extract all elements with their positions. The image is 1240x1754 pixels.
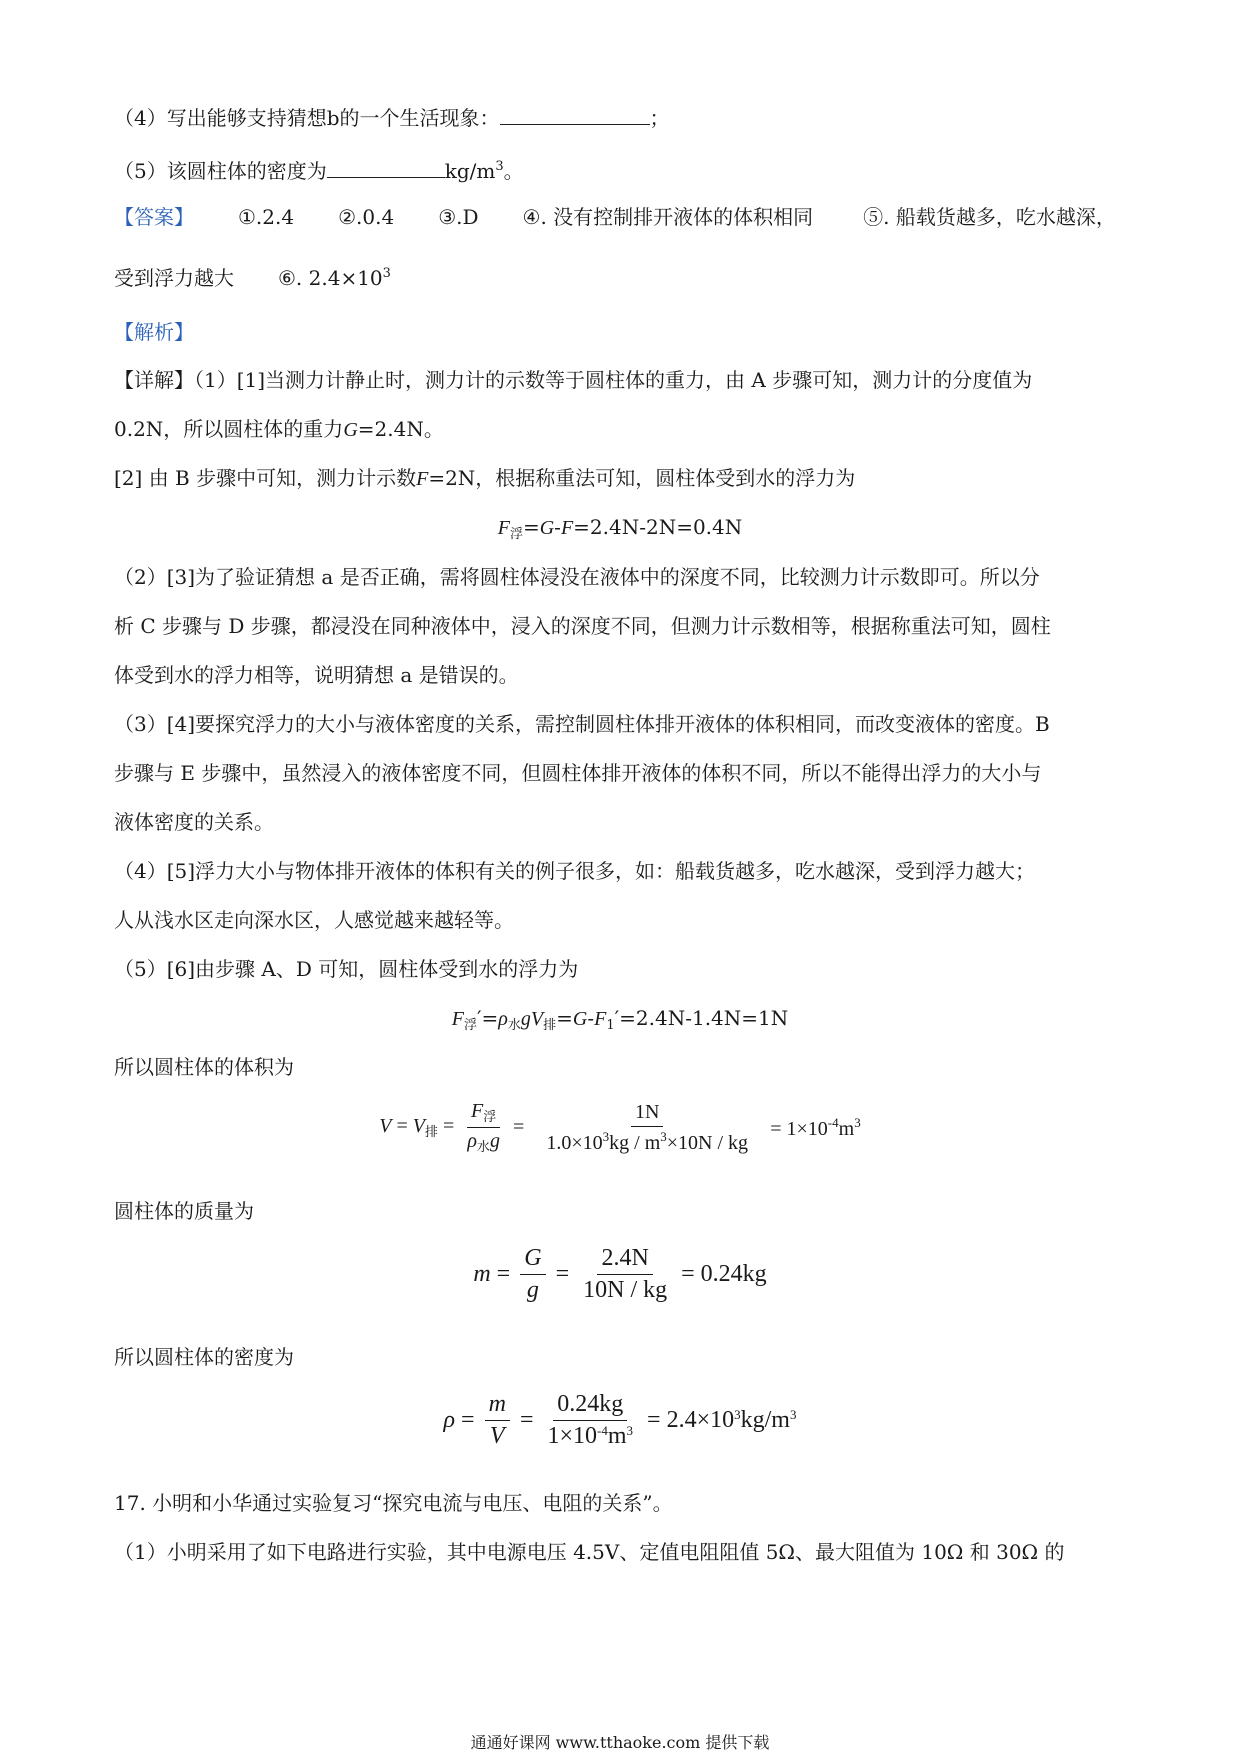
para-4-line-2: 人从浅水区走向深水区，人感觉越来越轻等。 — [114, 908, 514, 932]
para-5-line-1: （5）[6]由步骤 A、D 可知，圆柱体受到水的浮力为 — [114, 957, 579, 981]
question-5-text: （5）该圆柱体的密度为 — [114, 159, 327, 183]
formula-buoyancy-2: $F_浮'=\rho_水gV_排=G-F_1'=2.4N-1.4N=1N$ — [451, 1006, 789, 1033]
answer-2: ②.0.4 — [338, 205, 395, 229]
para-3-line-1: （3）[4]要探究浮力的大小与液体密度的关系，需控制圆柱体排开液体的体积相同，而改变液体的密度。B — [114, 712, 1050, 736]
question-4-text: （4）写出能够支持猜想b的一个生活现象： — [114, 106, 500, 130]
den-part: 1.0×10 — [546, 1131, 603, 1154]
question-17-title: 17. 小明和小华通过实验复习“探究电流与电压、电阻的关系”。 — [114, 1491, 673, 1515]
analysis-label: 【解析】 — [114, 320, 194, 344]
answer-line — [114, 203, 1116, 231]
para-4-line-1: （4）[5]浮力大小与物体排开液体的体积有关的例子很多，如：船载货越多，吃水越深，受到浮力越大； — [114, 859, 1036, 883]
formula-mass-result: = 0.24kg — [681, 1261, 767, 1287]
para-2-line-2: 析 C 步骤与 D 步骤，都浸没在同种液体中，浸入的深度不同，但测力计示数相等，根据称重法可知，圆柱 — [114, 614, 1051, 638]
text: 0.2N，所以圆柱体的重力 — [114, 417, 344, 441]
punct: ； — [649, 106, 670, 130]
answer-blank — [327, 157, 445, 178]
mass-numerator: 2.4N — [597, 1245, 652, 1275]
formula-buoyancy-1: $F_浮=G-F=2.4N-2N=0.4N$ — [497, 515, 743, 542]
para-2-line-3: 体受到水的浮力相等，说明猜想 a 是错误的。 — [114, 663, 519, 687]
mass-intro: 圆柱体的质量为 — [114, 1199, 254, 1223]
density-intro: 所以圆柱体的密度为 — [114, 1345, 294, 1369]
text: =2N，根据称重法可知，圆柱体受到水的浮力为 — [428, 466, 856, 490]
analysis-tag — [114, 318, 194, 346]
formula-mass: m = $\frac{G}{g}$ = $\frac{2.4N}{10N / kg}$ = 0.24kg — [473, 1245, 767, 1303]
answer-5-cont: 受到浮力越大 — [114, 266, 234, 290]
text: [2] 由 B 步骤中可知，测力计示数 — [114, 466, 417, 490]
punct: 。 — [503, 159, 524, 183]
unit: m — [838, 1117, 855, 1140]
formula-density-result: = 2.4×10 — [647, 1407, 735, 1433]
answer-4: ④. 没有控制排开液体的体积相同 — [522, 205, 814, 229]
detail-line-1: 【详解】（1）[1]当测力计静止时，测力计的示数等于圆柱体的重力，由 A 步骤可知，测力计的分度值为 — [114, 368, 1033, 392]
volume-intro: 所以圆柱体的体积为 — [114, 1055, 294, 1079]
formula-result: =2.4N-1.4N=1N — [619, 1006, 789, 1030]
detail-line-3: [2] 由 B 步骤中可知，测力计示数F=2N，根据称重法可知，圆柱体受到水的浮力为 — [114, 466, 856, 490]
den-part: m — [607, 1423, 627, 1449]
unit: kg/m — [740, 1407, 790, 1433]
question-4 — [114, 104, 670, 132]
answer-5: ⑤. 船载货越多，吃水越深， — [863, 205, 1116, 229]
answer-tag: 【答案】 — [114, 205, 194, 229]
question-5: （5）该圆柱体的密度为 $kg/m^3$。 — [114, 159, 524, 183]
unit: kg/m — [444, 159, 496, 183]
footer-watermark: 通通好课网 www.tthaoke.com 提供下载 — [470, 1733, 770, 1752]
den-part: kg / m — [609, 1131, 661, 1154]
para-3-line-3: 液体密度的关系。 — [114, 810, 274, 834]
formula-volume-numerator: 1N — [631, 1101, 663, 1127]
answer-3: ③.D — [438, 205, 479, 229]
answer-6: ⑥. 2.4×10 — [278, 266, 383, 290]
para-3-line-2: 步骤与 E 步骤中，虽然浸入的液体密度不同，但圆柱体排开液体的体积不同，所以不能得出浮力的大小与 — [114, 761, 1042, 785]
den-part: 1×10 — [547, 1423, 598, 1449]
formula-volume: $V = V_排$ = $\frac{F_浮}{\rho_水g}$ = $\frac{1N}{1.0\times 10^3kg / m^3\times 10N / kg}$ = $1\times 10^{-4}m^3$ — [379, 1100, 861, 1154]
answer-1: ①.2.4 — [238, 205, 295, 229]
formula-density: ρ = $\frac{m}{V}$ = $\frac{0.24kg}{1\times 10^{-4}m^3}$ = $2.4\times 10^3kg/m^3$ — [443, 1391, 797, 1449]
answer-blank — [500, 104, 650, 125]
question-17-part-1: （1）小明采用了如下电路进行实验，其中电源电压 4.5V、定值电阻阻值 5Ω、最大阻值为 10Ω 和 30Ω 的 — [114, 1540, 1065, 1564]
formula-result: =2.4N-2N=0.4N — [573, 515, 743, 539]
answer-line-2: 受到浮力越大 ⑥. $2.4\times 10^3$ — [114, 266, 391, 290]
mass-denominator: 10N / kg — [583, 1277, 668, 1303]
den-part: ×10N / kg — [666, 1131, 749, 1154]
text: =2.4N。 — [357, 417, 444, 441]
formula-volume-result: = 1×10 — [770, 1117, 828, 1140]
para-2-line-1: （2）[3]为了验证猜想 a 是否正确，需将圆柱体浸没在液体中的深度不同，比较测力计示数即可。所以分 — [114, 565, 1040, 589]
detail-line-2: 0.2N，所以圆柱体的重力G=2.4N。 — [114, 417, 444, 441]
density-numerator: 0.24kg — [553, 1391, 627, 1421]
